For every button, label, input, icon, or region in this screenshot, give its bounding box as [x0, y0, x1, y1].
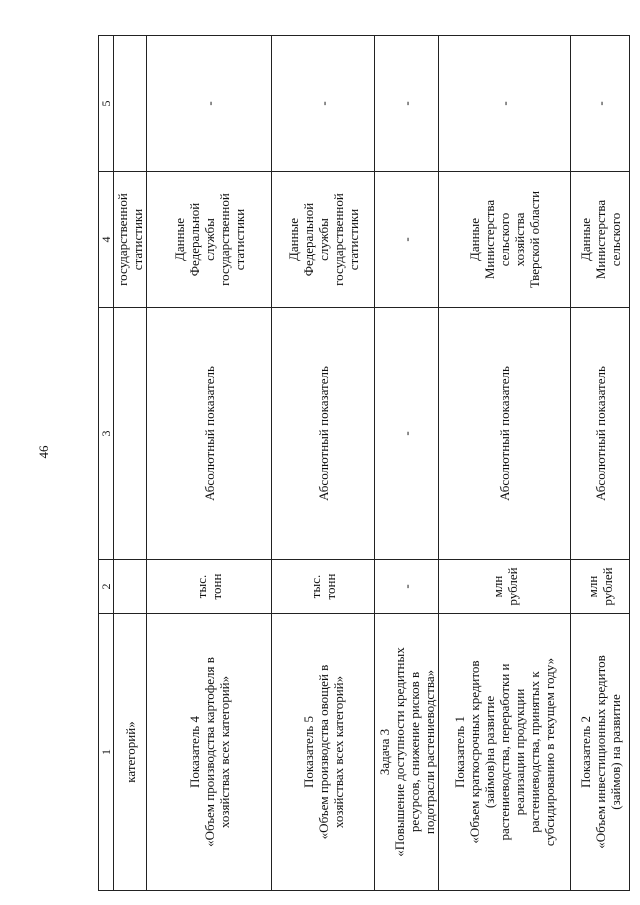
table-cell-note: -	[272, 36, 375, 172]
table-cell-type: Абсолютный показатель	[147, 308, 272, 560]
indicators-table	[98, 35, 630, 891]
table-cell-unit: тыс. тонн	[147, 560, 272, 614]
rotated-table-wrapper	[98, 36, 623, 891]
table-cell-indicator: Показатель 2 «Объем инвестиционных кредитов (займов) на развитие	[571, 614, 630, 891]
table-cell-note: -	[439, 36, 571, 172]
table-cell-indicator: Задача 3 «Повышение доступности кредитных ресурсов, снижение рисков в подотрасли растениеводства»	[375, 614, 439, 891]
table-cell-unit: млн рублей	[439, 560, 571, 614]
table-cell-type: -	[375, 308, 439, 560]
table-cell-source: Данные Федеральной службы государственной статистики	[272, 172, 375, 308]
table-cell-unit: -	[375, 560, 439, 614]
page-number: 46	[36, 445, 51, 459]
table-row	[114, 36, 147, 891]
table-row	[439, 36, 571, 891]
table-cell-indicator: Показатель 4 «Объем производства картофеля в хозяйствах всех категорий»	[147, 614, 272, 891]
header-cell: 3	[99, 308, 114, 560]
table-cell-source: Данные Министерства сельского	[571, 172, 630, 308]
table-cell-indicator: категорий»	[114, 614, 147, 891]
table-cell-source: Данные Министерства сельского хозяйства Тверской области	[439, 172, 571, 308]
table-cell-type	[114, 308, 147, 560]
table-cell-unit	[114, 560, 147, 614]
table-cell-source: Данные Федеральной службы государственной статистики	[147, 172, 272, 308]
table-cell-source: -	[375, 172, 439, 308]
table-cell-indicator: Показатель 1 «Объем краткосрочных кредитов (займов)на развитие растениеводства, переработки и реализации продукции растениеводства, принятых к субсидированию в текущем году»	[439, 614, 571, 891]
table-row	[272, 36, 375, 891]
table-cell-note: -	[147, 36, 272, 172]
table-cell-note	[114, 36, 147, 172]
header-cell: 2	[99, 560, 114, 614]
header-cell: 4	[99, 172, 114, 308]
table-row	[375, 36, 439, 891]
table-row	[147, 36, 272, 891]
header-cell: 1	[99, 614, 114, 891]
header-cell: 5	[99, 36, 114, 172]
table-cell-note: -	[571, 36, 630, 172]
table-cell-unit: млн рублей	[571, 560, 630, 614]
table-cell-source: государственной статистики	[114, 172, 147, 308]
table-cell-type: Абсолютный показатель	[571, 308, 630, 560]
table-header-row	[99, 36, 114, 891]
table-cell-unit: тыс. тонн	[272, 560, 375, 614]
table-row	[571, 36, 630, 891]
table-cell-type: Абсолютный показатель	[439, 308, 571, 560]
table-cell-note: -	[375, 36, 439, 172]
table-cell-indicator: Показатель 5 «Объем производства овощей в хозяйствах всех категорий»	[272, 614, 375, 891]
table-cell-type: Абсолютный показатель	[272, 308, 375, 560]
